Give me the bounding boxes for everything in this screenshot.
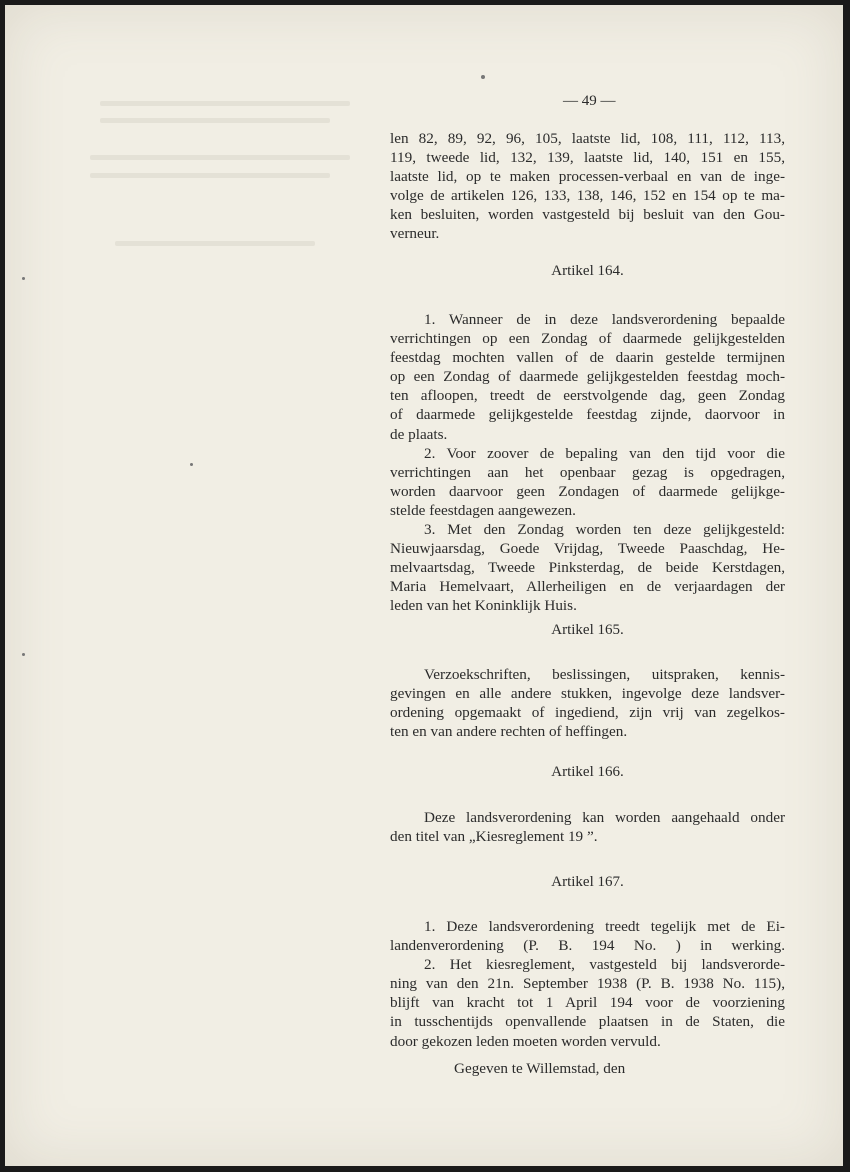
text-line: 3. Met den Zondag worden ten deze gelijkgesteld: [424,521,785,539]
text-line: verneur. [390,225,440,243]
bleed-through-mark [90,173,330,178]
text-line: laatste lid, op te maken processen-verbaal en van de inge- [390,168,785,186]
text-line: melvaartsdag, Tweede Pinksterdag, de beide Kerstdagen, [390,559,785,577]
text-line: landenverordening (P. B. 194 No. ) in werking. [390,937,785,955]
article-166-title: Artikel 166. [551,764,624,780]
text-line: gevingen en alle andere stukken, ingevolge deze landsver- [390,685,785,703]
text-line: Verzoekschriften, beslissingen, uitspraken, kennis- [424,666,785,683]
bleed-through-mark [115,241,315,246]
bleed-through-mark [90,155,350,160]
text-line: den titel van „Kiesreglement 19 ”. [390,828,598,846]
text-line: ning van den 21n. September 1938 (P. B. 1938 No. 115), [390,975,785,993]
article-165-title: Artikel 165. [551,622,624,638]
text-line: ten en van andere rechten of heffingen. [390,723,628,741]
closing-line [390,1059,785,1078]
text-line: feestdag mochten vallen of de daarin gestelde termijnen [390,349,785,367]
text-line: of daarmede gelijkgestelde feestdag zijnde, daorvoor in [390,406,785,424]
text-line: ten afloopen, treedt de eerstvolgende dag, geen Zondag [390,387,785,405]
text-line: Nieuwjaarsdag, Goede Vrijdag, Tweede Paaschdag, He- [390,540,785,558]
text-line: blijft van kracht tot 1 April 194 voor de voorziening [390,994,785,1012]
article-165-body [390,665,785,741]
text-line: Deze landsverordening kan worden aangehaald onder [424,809,785,826]
text-line: volge de artikelen 126, 133, 138, 146, 152 en 154 op te ma- [390,187,785,205]
text-line: stelde feestdagen aangewezen. [390,501,576,519]
article-164-title: Artikel 164. [551,263,624,279]
text-line: len 82, 89, 92, 96, 105, laatste lid, 108, 111, 112, 113, [390,130,785,147]
text-line: 1. Wanneer de in deze landsverordening bepaalde [424,311,785,328]
text-line: ordening opgemaakt of ingediend, zijn vrij van zegelkos- [390,704,785,722]
paper-speck [22,653,25,656]
text-line: leden van het Koninklijk Huis. [390,597,577,615]
text-line: door gekozen leden moeten worden vervuld. [390,1032,661,1050]
paper-speck [481,75,485,79]
paper-speck [22,277,25,280]
text-line: op een Zondag of daarmede gelijkgestelden feestdag moch- [390,368,785,386]
text-line: Gegeven te Willemstad, den [454,1060,626,1077]
article-167-title: Artikel 167. [551,874,624,890]
text-line: worden daarvoor geen Zondagen of daarmede gelijkge- [390,482,785,500]
intro-paragraph [390,129,785,244]
text-line: 2. Het kiesreglement, vastgesteld bij landsverorde- [424,956,785,974]
text-line: 1. Deze landsverordening treedt tegelijk met de Ei- [424,918,785,935]
text-line: 119, tweede lid, 132, 139, laatste lid, 140, 151 en 155, [390,149,785,167]
text-line: verrichtingen op een Zondag of daarmede gelijkgestelden [390,330,785,348]
text-line: verrichtingen aan het openbaar gezag is opgedragen, [390,463,785,481]
article-166-body [390,808,785,846]
text-line: de plaats. [390,425,448,443]
bleed-through-mark [100,118,330,123]
page-number: — 49 — [563,93,616,109]
text-line: ken besluiten, worden vastgesteld bij besluit van den Gou- [390,206,785,224]
text-line: in tusschentijds openvallende plaatsen in de Staten, die [390,1013,785,1031]
article-164-body [390,310,785,616]
text-line: Maria Hemelvaart, Allerheiligen en de verjaardagen der [390,578,785,596]
paper-speck [190,463,193,466]
bleed-through-mark [100,101,350,106]
text-line: 2. Voor zoover de bepaling van den tijd voor die [424,444,785,462]
article-167-body [390,917,785,1051]
